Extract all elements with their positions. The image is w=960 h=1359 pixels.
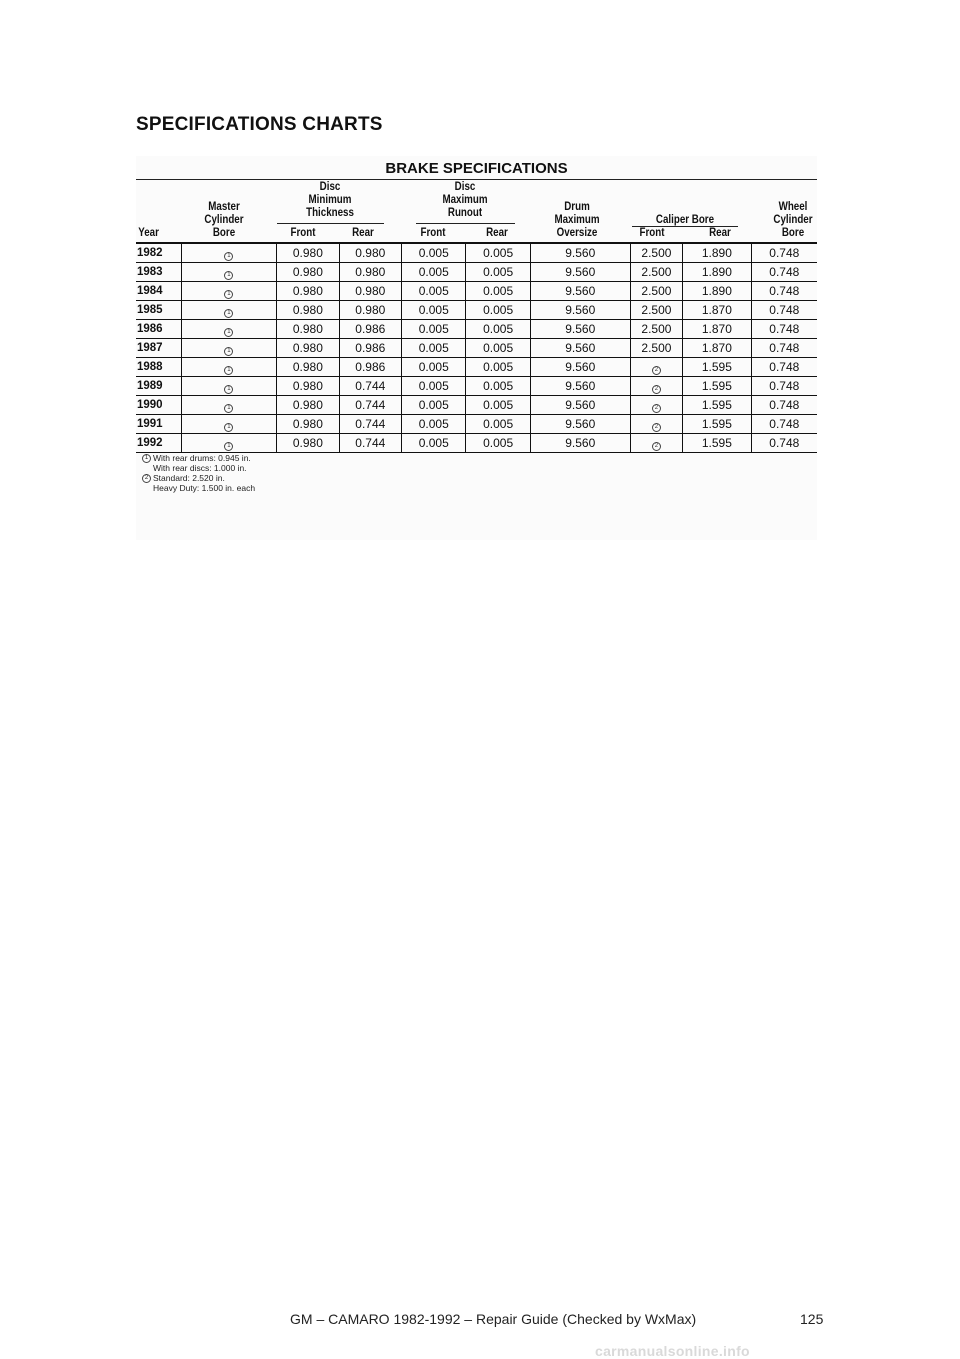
table-row [136,434,817,453]
footnote-ref-icon: 2 [652,423,661,432]
footnote-ref-icon: 1 [224,252,233,261]
footnote-mark-icon: 2 [142,474,151,483]
cell-min-rear: 0.986 [339,320,401,339]
cell-caliper-front-note [630,358,683,377]
header-caliper-bore: Caliper Bore [655,214,715,226]
table-row [136,396,817,415]
cell-cal-front: 2.500 [630,263,683,282]
cell-master-note [181,320,276,339]
footnote-text: With rear drums: 0.945 in. [153,453,251,463]
header-disc-max-rear: Rear [486,227,508,239]
cell-cal-front: 2.500 [630,320,683,339]
footnote-ref-icon: 2 [652,442,661,451]
header-disc-max-line2: Maximum [442,194,488,206]
cell-min-rear: 0.744 [339,434,401,453]
cell-run-front: 0.005 [402,396,466,415]
cell-year: 1987 [136,339,181,358]
cell-min-front: 0.980 [277,396,339,415]
cell-wheel: 0.748 [751,320,817,339]
table-top-rule [136,179,817,180]
cell-drum: 9.560 [530,434,630,453]
cell-cal-rear: 1.595 [683,415,751,434]
brake-spec-table [136,242,817,453]
cell-cal-front: 2.500 [630,301,683,320]
cell-wheel: 0.748 [751,282,817,301]
cell-year: 1991 [136,415,181,434]
header-disc-min-line1: Disc [319,181,341,193]
cell-drum: 9.560 [530,415,630,434]
cell-cal-rear: 1.890 [683,263,751,282]
header-master-line3: Bore [212,227,236,239]
cell-run-rear: 0.005 [466,339,530,358]
cell-run-rear: 0.005 [466,263,530,282]
cell-min-rear: 0.986 [339,358,401,377]
cell-run-rear: 0.005 [466,301,530,320]
cell-caliper-front-note [630,377,683,396]
table-row [136,415,817,434]
cell-cal-rear: 1.890 [683,243,751,263]
cell-min-rear: 0.744 [339,377,401,396]
cell-drum: 9.560 [530,320,630,339]
footer-title: GM – CAMARO 1982-1992 – Repair Guide (Checked by WxMax) [290,1311,697,1327]
brake-spec-chart [136,156,817,540]
watermark: carmanualsonline.info [595,1343,750,1359]
cell-master-note [181,377,276,396]
cell-caliper-front-note [630,434,683,453]
cell-cal-rear: 1.870 [683,301,751,320]
cell-min-rear: 0.980 [339,263,401,282]
header-drum-line1: Drum [564,201,590,213]
header-wheel-cylinder-bore [763,201,823,240]
cell-run-rear: 0.005 [466,434,530,453]
cell-master-note [181,339,276,358]
cell-run-front: 0.005 [402,301,466,320]
section-title: SPECIFICATIONS CHARTS [136,114,383,135]
cell-master-note [181,415,276,434]
cell-cal-rear: 1.870 [683,339,751,358]
footnote-text: Heavy Duty: 1.500 in. each [153,483,256,493]
footnote-ref-icon: 2 [652,404,661,413]
table-row [136,339,817,358]
header-wheel-line1: Wheel [778,201,808,213]
cell-wheel: 0.748 [751,358,817,377]
footnote-ref-icon: 1 [224,366,233,375]
header-disc-max-runout [420,181,510,220]
header-caliper-rear: Rear [709,227,731,239]
cell-master-note [181,358,276,377]
footnote-ref-icon: 1 [224,442,233,451]
footnote-text: With rear discs: 1.000 in. [153,463,247,473]
cell-min-rear: 0.744 [339,396,401,415]
cell-cal-rear: 1.890 [683,282,751,301]
cell-min-front: 0.980 [277,358,339,377]
header-disc-min-front: Front [290,227,316,239]
cell-year: 1985 [136,301,181,320]
cell-year: 1990 [136,396,181,415]
header-caliper-front: Front [639,227,665,239]
cell-drum: 9.560 [530,339,630,358]
cell-year: 1989 [136,377,181,396]
footnote-ref-icon: 1 [224,347,233,356]
footnote-ref-icon: 2 [652,385,661,394]
cell-drum: 9.560 [530,358,630,377]
table-row [136,282,817,301]
cell-year: 1983 [136,263,181,282]
header-disc-min-line2: Minimum [308,194,352,206]
footnote-ref-icon: 1 [224,271,233,280]
cell-drum: 9.560 [530,282,630,301]
cell-cal-front: 2.500 [630,282,683,301]
header-master-line2: Cylinder [204,214,244,226]
cell-min-rear: 0.980 [339,282,401,301]
cell-min-front: 0.980 [277,282,339,301]
cell-cal-rear: 1.870 [683,320,751,339]
cell-cal-rear: 1.595 [683,377,751,396]
table-row [136,358,817,377]
cell-cal-rear: 1.595 [683,396,751,415]
cell-run-rear: 0.005 [466,243,530,263]
cell-wheel: 0.748 [751,263,817,282]
footnote-ref-icon: 1 [224,404,233,413]
footnote-ref-icon: 1 [224,290,233,299]
table-title: BRAKE SPECIFICATIONS [385,160,568,177]
cell-run-rear: 0.005 [466,320,530,339]
footnote-line [142,453,251,463]
cell-drum: 9.560 [530,377,630,396]
header-disc-min-line3: Thickness [306,207,354,219]
cell-wheel: 0.748 [751,415,817,434]
cell-caliper-front-note [630,415,683,434]
cell-run-rear: 0.005 [466,396,530,415]
header-wheel-line2: Cylinder [773,214,813,226]
header-wheel-line3: Bore [781,227,805,239]
cell-year: 1992 [136,434,181,453]
footnote-ref-icon: 1 [224,328,233,337]
footnote-line [142,483,255,493]
cell-wheel: 0.748 [751,243,817,263]
header-disc-max-line1: Disc [454,181,476,193]
cell-master-note [181,282,276,301]
cell-drum: 9.560 [530,243,630,263]
cell-min-rear: 0.980 [339,301,401,320]
header-disc-max-line3: Runout [447,207,483,219]
cell-drum: 9.560 [530,396,630,415]
header-drum-line2: Maximum [554,214,600,226]
header-disc-max-front: Front [420,227,446,239]
header-drum-line3: Oversize [556,227,598,239]
cell-run-front: 0.005 [402,282,466,301]
cell-min-front: 0.980 [277,263,339,282]
cell-min-rear: 0.980 [339,243,401,263]
cell-min-rear: 0.986 [339,339,401,358]
cell-master-note [181,396,276,415]
cell-year: 1982 [136,243,181,263]
cell-min-front: 0.980 [277,320,339,339]
header-disc-max-rule [416,223,515,224]
cell-wheel: 0.748 [751,434,817,453]
cell-run-front: 0.005 [402,243,466,263]
cell-year: 1988 [136,358,181,377]
cell-cal-rear: 1.595 [683,434,751,453]
table-row [136,243,817,263]
cell-min-front: 0.980 [277,434,339,453]
cell-run-front: 0.005 [402,434,466,453]
header-master-cylinder-bore [193,201,254,240]
cell-min-front: 0.980 [277,301,339,320]
cell-min-front: 0.980 [277,243,339,263]
cell-run-front: 0.005 [402,358,466,377]
table-row [136,263,817,282]
cell-master-note [181,263,276,282]
cell-run-front: 0.005 [402,263,466,282]
cell-cal-front: 2.500 [630,243,683,263]
cell-drum: 9.560 [530,263,630,282]
cell-cal-rear: 1.595 [683,358,751,377]
footnote-ref-icon: 2 [652,366,661,375]
cell-wheel: 0.748 [751,339,817,358]
table-row [136,301,817,320]
cell-min-front: 0.980 [277,339,339,358]
footnote-ref-icon: 1 [224,423,233,432]
header-master-line1: Master [208,201,240,213]
footnote-mark-icon: 1 [142,454,151,463]
footnote-ref-icon: 1 [224,309,233,318]
cell-run-front: 0.005 [402,339,466,358]
cell-min-rear: 0.744 [339,415,401,434]
cell-run-front: 0.005 [402,320,466,339]
cell-run-rear: 0.005 [466,282,530,301]
cell-min-front: 0.980 [277,415,339,434]
header-disc-min-thickness [284,181,376,220]
cell-year: 1986 [136,320,181,339]
cell-master-note [181,243,276,263]
cell-drum: 9.560 [530,301,630,320]
header-drum-max-oversize [542,201,612,240]
cell-master-note [181,434,276,453]
cell-run-rear: 0.005 [466,377,530,396]
footnote-text: Standard: 2.520 in. [153,473,225,483]
table-row [136,320,817,339]
cell-wheel: 0.748 [751,301,817,320]
cell-master-note [181,301,276,320]
table-row [136,377,817,396]
cell-run-front: 0.005 [402,377,466,396]
header-disc-min-rule [277,223,384,224]
cell-cal-front: 2.500 [630,339,683,358]
cell-min-front: 0.980 [277,377,339,396]
cell-run-rear: 0.005 [466,358,530,377]
cell-caliper-front-note [630,396,683,415]
footnote-ref-icon: 1 [224,385,233,394]
cell-year: 1984 [136,282,181,301]
header-disc-min-rear: Rear [352,227,374,239]
page-number: 125 [800,1311,824,1327]
cell-wheel: 0.748 [751,377,817,396]
header-year: Year [138,227,159,239]
cell-run-front: 0.005 [402,415,466,434]
footnote-line [142,473,225,483]
cell-wheel: 0.748 [751,396,817,415]
footnote-line [142,463,247,473]
cell-run-rear: 0.005 [466,415,530,434]
